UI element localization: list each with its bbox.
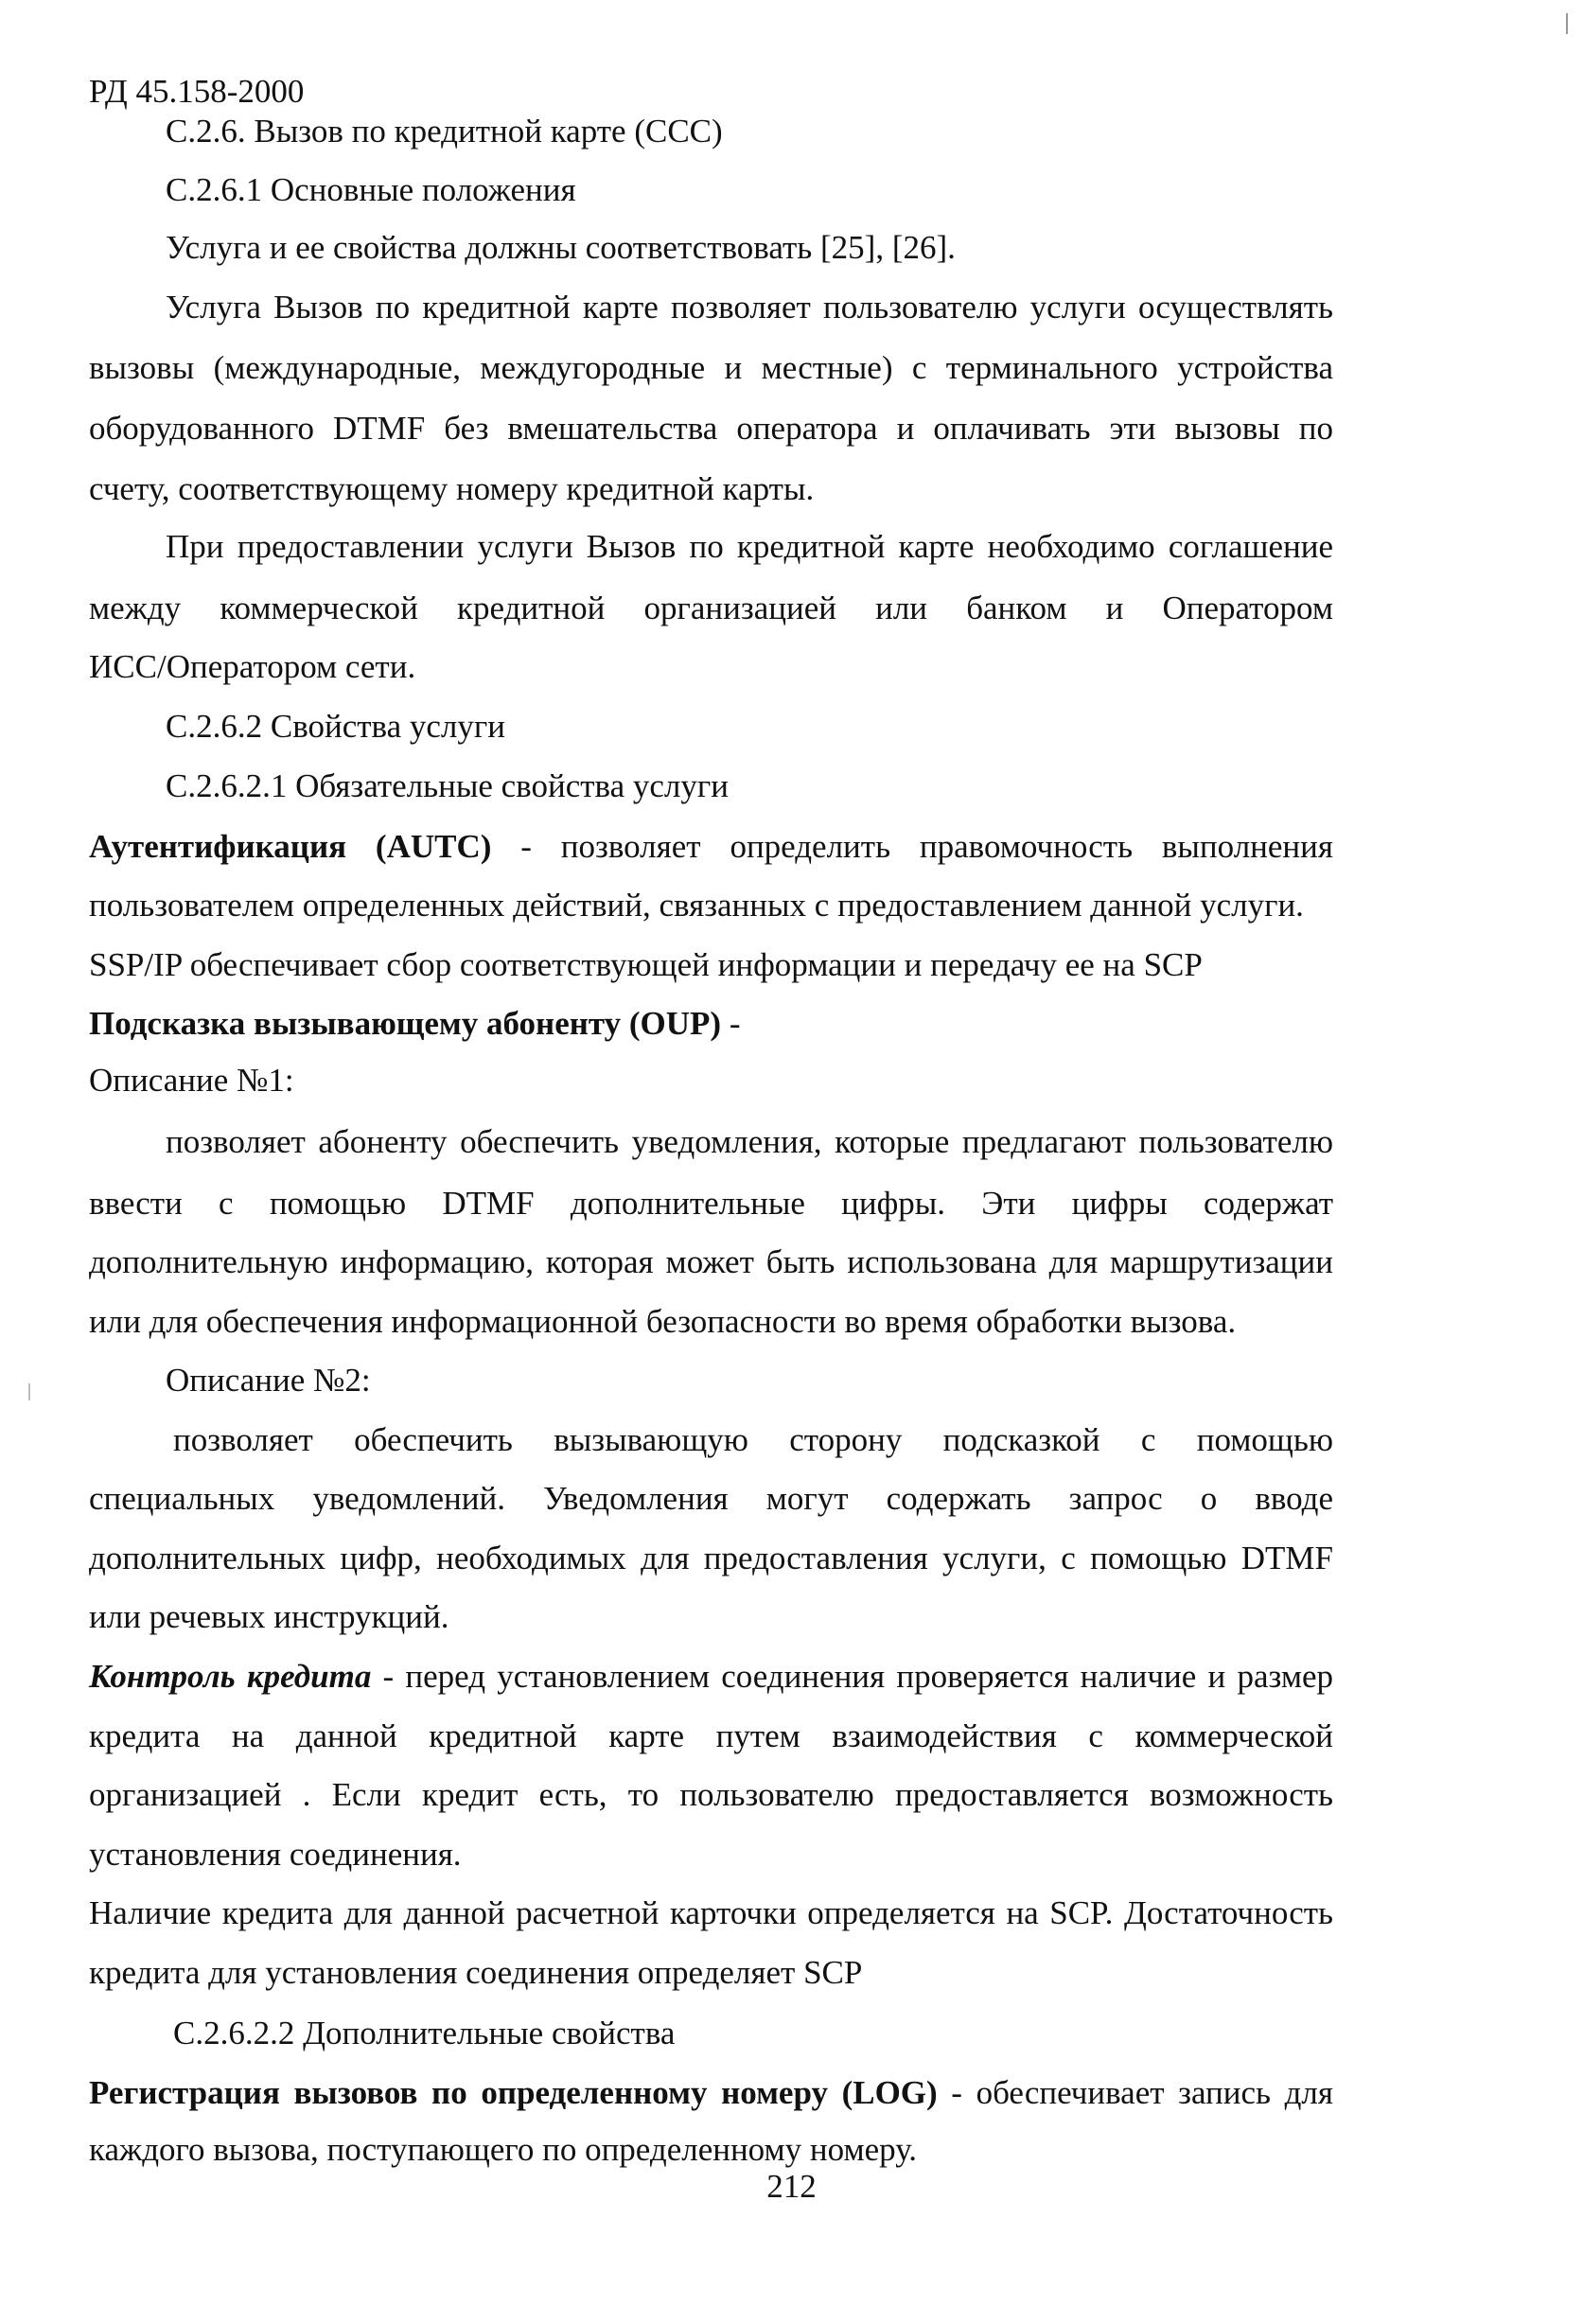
autc-text: - позволяет определить правомочность выполнения — [491, 828, 1333, 865]
reference-text: Услуга и ее свойства должны соответствовать [25], [26]. — [166, 229, 956, 266]
credit-line — [89, 1660, 1333, 1693]
oup-term: Подсказка вызывающему абоненту (OUP) — [89, 1005, 722, 1042]
paragraph-line: каждого вызова, поступающего по определенному номеру. — [89, 2131, 917, 2168]
subsection-heading: С.2.6.1 Основные положения — [166, 171, 576, 208]
scan-mark — [28, 1383, 30, 1400]
paragraph-line: или речевых инструкций. — [89, 1598, 449, 1635]
paragraph-line: При предоставлении услуги Вызов по кредитной карте необходимо соглашение — [166, 528, 1333, 565]
subsection-heading: С.2.6.2.2 Дополнительные свойства — [173, 2015, 676, 2051]
log-line — [89, 2076, 1333, 2109]
paragraph-line: дополнительных цифр, необходимых для предоставления услуги, с помощью DTMF — [89, 1540, 1333, 1576]
paragraph-line: пользователем определенных действий, связанных с предоставлением данной услуги. — [89, 887, 1304, 924]
paragraph-line: Наличие кредита для данной расчетной карточки определяется на SCP. Достаточность — [89, 1894, 1333, 1931]
section-heading: С.2.6. Вызов по кредитной карте (CCC) — [166, 113, 723, 150]
paragraph-line: специальных уведомлений. Уведомления могут содержать запрос о вводе — [89, 1480, 1333, 1517]
subsection-heading: С.2.6.2 Свойства услуги — [166, 708, 505, 745]
credit-term: Контроль кредита — [89, 1658, 372, 1695]
paragraph-line: вызовы (международные, междугородные и местные) с терминального устройства — [89, 349, 1333, 386]
paragraph-line: дополнительную информацию, которая может быть использована для маршрутизации — [89, 1243, 1333, 1280]
description-label: Описание №1: — [89, 1062, 294, 1099]
paragraph-line: установления соединения. — [89, 1836, 462, 1873]
paragraph-line: кредита на данной кредитной карте путем взаимодействия с коммерческой — [89, 1717, 1333, 1754]
page-number: 212 — [766, 2168, 817, 2205]
oup-heading — [89, 1007, 1333, 1040]
autc-line — [89, 830, 1333, 863]
paragraph-line: организацией . Если кредит есть, то пользователю предоставляется возможность — [89, 1776, 1333, 1813]
log-term: Регистрация вызовов по определенному номеру (LOG) — [89, 2074, 938, 2111]
paragraph-line: позволяет абоненту обеспечить уведомления, которые предлагают пользователю — [166, 1123, 1333, 1160]
log-text: - обеспечивает запись для — [937, 2074, 1334, 2111]
paragraph-line: ИСС/Оператором сети. — [89, 648, 416, 685]
paragraph-line: между коммерческой кредитной организацией или банком и Оператором — [89, 590, 1333, 626]
oup-dash: - — [721, 1005, 741, 1042]
description-label: Описание №2: — [166, 1362, 371, 1399]
paragraph-line: позволяет обеспечить вызывающую сторону подсказкой с помощью — [173, 1421, 1333, 1458]
paragraph-line: оборудованного DTMF без вмешательства оператора и оплачивать эти вызовы по — [89, 410, 1333, 447]
credit-text: - перед установлением соединения проверяется наличие и размер — [371, 1658, 1333, 1695]
scan-mark — [1566, 13, 1568, 34]
paragraph-line: или для обеспечения информационной безопасности во время обработки вызова. — [89, 1303, 1237, 1340]
paragraph-line: SSP/IP обеспечивает сбор соответствующей информации и передачу ее на SCP — [89, 946, 1203, 983]
paragraph-line: счету, соответствующему номеру кредитной карты. — [89, 470, 815, 507]
paragraph-line: ввести с помощью DTMF дополнительные цифры. Эти цифры содержат — [89, 1185, 1333, 1222]
subsection-heading: С.2.6.2.1 Обязательные свойства услуги — [166, 767, 729, 804]
paragraph-line: кредита для установления соединения определяет SCP — [89, 1954, 863, 1991]
paragraph-line: Услуга Вызов по кредитной карте позволяет пользователю услуги осуществлять — [166, 289, 1333, 326]
autc-term: Аутентификация (AUTC) — [89, 828, 492, 865]
document-code: РД 45.158-2000 — [89, 73, 305, 110]
